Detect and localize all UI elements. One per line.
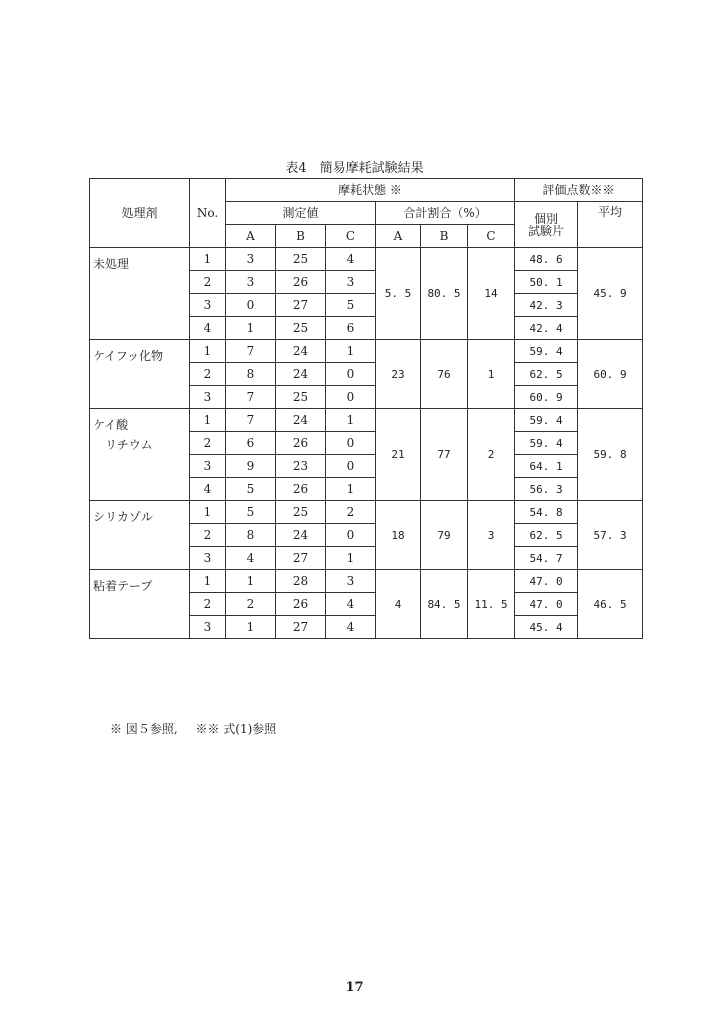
header-measured-c: C bbox=[326, 225, 376, 248]
measured-c: 1 bbox=[326, 340, 376, 363]
measured-c: 1 bbox=[326, 409, 376, 432]
header-ratio-a: A bbox=[376, 225, 421, 248]
header-individual-line2: 試験片 bbox=[528, 223, 565, 238]
individual-score: 47. 0 bbox=[515, 570, 578, 593]
ratio-c: 2 bbox=[468, 409, 515, 501]
measured-a: 8 bbox=[226, 524, 276, 547]
individual-score: 59. 4 bbox=[515, 409, 578, 432]
measured-a: 5 bbox=[226, 501, 276, 524]
table-caption: 表4 簡易摩耗試験結果 bbox=[285, 161, 424, 176]
agent-cell bbox=[90, 570, 190, 639]
measured-b: 28 bbox=[276, 570, 326, 593]
measured-a: 1 bbox=[226, 570, 276, 593]
individual-score: 50. 1 bbox=[515, 271, 578, 294]
measured-c: 0 bbox=[326, 455, 376, 478]
average-score: 57. 3 bbox=[578, 501, 643, 570]
measured-c: 3 bbox=[326, 271, 376, 294]
ratio-b: 79 bbox=[421, 501, 468, 570]
sample-no: 2 bbox=[190, 524, 226, 547]
ratio-c: 1 bbox=[468, 340, 515, 409]
measured-c: 5 bbox=[326, 294, 376, 317]
ratio-a: 18 bbox=[376, 501, 421, 570]
measured-a: 7 bbox=[226, 409, 276, 432]
individual-score: 45. 4 bbox=[515, 616, 578, 639]
sample-no: 1 bbox=[190, 501, 226, 524]
agent-name: ケイフッ化物 bbox=[93, 349, 163, 363]
measured-a: 1 bbox=[226, 317, 276, 340]
ratio-a: 4 bbox=[376, 570, 421, 639]
header-measured-a: A bbox=[226, 225, 276, 248]
sample-no: 3 bbox=[190, 386, 226, 409]
measured-b: 25 bbox=[276, 248, 326, 271]
footnotes bbox=[110, 720, 290, 737]
agent-cell bbox=[90, 501, 190, 570]
agent-name: ケイ酸 bbox=[93, 418, 129, 432]
measured-a: 3 bbox=[226, 271, 276, 294]
average-score: 46. 5 bbox=[578, 570, 643, 639]
sample-no: 4 bbox=[190, 317, 226, 340]
measured-a: 6 bbox=[226, 432, 276, 455]
measured-c: 1 bbox=[326, 547, 376, 570]
individual-score: 47. 0 bbox=[515, 593, 578, 616]
measured-b: 25 bbox=[276, 501, 326, 524]
agent-name: シリカゾル bbox=[93, 510, 153, 524]
measured-a: 1 bbox=[226, 616, 276, 639]
sample-no: 2 bbox=[190, 363, 226, 386]
sample-no: 3 bbox=[190, 547, 226, 570]
measured-b: 24 bbox=[276, 524, 326, 547]
ratio-b: 77 bbox=[421, 409, 468, 501]
sample-no: 1 bbox=[190, 340, 226, 363]
sample-no: 1 bbox=[190, 409, 226, 432]
ratio-a: 5. 5 bbox=[376, 248, 421, 340]
abrasion-results-table bbox=[89, 178, 643, 639]
table-row bbox=[90, 248, 643, 271]
measured-b: 26 bbox=[276, 271, 326, 294]
ratio-a: 23 bbox=[376, 340, 421, 409]
measured-b: 23 bbox=[276, 455, 326, 478]
sample-no: 4 bbox=[190, 478, 226, 501]
measured-a: 9 bbox=[226, 455, 276, 478]
header-agent: 処理剤 bbox=[90, 179, 190, 248]
header-row-1 bbox=[90, 179, 643, 202]
measured-b: 27 bbox=[276, 616, 326, 639]
measured-c: 4 bbox=[326, 248, 376, 271]
sample-no: 2 bbox=[190, 432, 226, 455]
measured-c: 4 bbox=[326, 616, 376, 639]
measured-b: 27 bbox=[276, 294, 326, 317]
ratio-b: 76 bbox=[421, 340, 468, 409]
individual-score: 54. 8 bbox=[515, 501, 578, 524]
header-score: 評価点数※※ bbox=[515, 179, 643, 202]
header-measured-b: B bbox=[276, 225, 326, 248]
agent-cell bbox=[90, 340, 190, 409]
measured-c: 0 bbox=[326, 432, 376, 455]
page-number: 17 bbox=[345, 980, 364, 995]
measured-a: 4 bbox=[226, 547, 276, 570]
ratio-c: 14 bbox=[468, 248, 515, 340]
sample-no: 3 bbox=[190, 294, 226, 317]
individual-score: 62. 5 bbox=[515, 524, 578, 547]
individual-score: 59. 4 bbox=[515, 432, 578, 455]
average-score: 60. 9 bbox=[578, 340, 643, 409]
measured-b: 24 bbox=[276, 340, 326, 363]
measured-a: 7 bbox=[226, 340, 276, 363]
individual-score: 42. 4 bbox=[515, 317, 578, 340]
table-row bbox=[90, 340, 643, 363]
measured-a: 5 bbox=[226, 478, 276, 501]
measured-c: 2 bbox=[326, 501, 376, 524]
header-individual bbox=[515, 202, 578, 248]
header-wear-state: 摩耗状態 ※ bbox=[226, 179, 515, 202]
agent-cell bbox=[90, 409, 190, 501]
header-measured: 測定値 bbox=[226, 202, 376, 225]
measured-b: 24 bbox=[276, 363, 326, 386]
agent-cell bbox=[90, 248, 190, 340]
average-score: 59. 8 bbox=[578, 409, 643, 501]
measured-c: 1 bbox=[326, 478, 376, 501]
individual-score: 59. 4 bbox=[515, 340, 578, 363]
footnote-1: ※ 図５参照, bbox=[110, 722, 178, 736]
header-ratio: 合計割合（%） bbox=[376, 202, 515, 225]
agent-name: 粘着テープ bbox=[93, 579, 153, 593]
agent-name: 未処理 bbox=[93, 257, 130, 271]
individual-score: 64. 1 bbox=[515, 455, 578, 478]
header-ratio-b: B bbox=[421, 225, 468, 248]
measured-b: 26 bbox=[276, 478, 326, 501]
measured-c: 0 bbox=[326, 363, 376, 386]
measured-b: 27 bbox=[276, 547, 326, 570]
individual-score: 60. 9 bbox=[515, 386, 578, 409]
measured-b: 25 bbox=[276, 317, 326, 340]
measured-a: 3 bbox=[226, 248, 276, 271]
measured-a: 2 bbox=[226, 593, 276, 616]
individual-score: 56. 3 bbox=[515, 478, 578, 501]
sample-no: 1 bbox=[190, 248, 226, 271]
measured-c: 0 bbox=[326, 386, 376, 409]
measured-b: 24 bbox=[276, 409, 326, 432]
header-average: 平均 bbox=[578, 202, 643, 248]
ratio-c: 11. 5 bbox=[468, 570, 515, 639]
header-no: No. bbox=[190, 179, 226, 248]
measured-c: 3 bbox=[326, 570, 376, 593]
sample-no: 3 bbox=[190, 455, 226, 478]
individual-score: 48. 6 bbox=[515, 248, 578, 271]
ratio-b: 84. 5 bbox=[421, 570, 468, 639]
measured-c: 6 bbox=[326, 317, 376, 340]
sample-no: 2 bbox=[190, 271, 226, 294]
agent-name: リチウム bbox=[105, 438, 153, 452]
table-row bbox=[90, 501, 643, 524]
individual-score: 54. 7 bbox=[515, 547, 578, 570]
footnote-2: ※※ 式(1)参照 bbox=[195, 722, 277, 736]
individual-score: 42. 3 bbox=[515, 294, 578, 317]
measured-a: 7 bbox=[226, 386, 276, 409]
measured-b: 25 bbox=[276, 386, 326, 409]
sample-no: 3 bbox=[190, 616, 226, 639]
measured-b: 26 bbox=[276, 593, 326, 616]
ratio-b: 80. 5 bbox=[421, 248, 468, 340]
measured-b: 26 bbox=[276, 432, 326, 455]
header-ratio-c: C bbox=[468, 225, 515, 248]
measured-c: 4 bbox=[326, 593, 376, 616]
individual-score: 62. 5 bbox=[515, 363, 578, 386]
ratio-a: 21 bbox=[376, 409, 421, 501]
table-row bbox=[90, 570, 643, 593]
ratio-c: 3 bbox=[468, 501, 515, 570]
sample-no: 2 bbox=[190, 593, 226, 616]
measured-a: 8 bbox=[226, 363, 276, 386]
table-row bbox=[90, 409, 643, 432]
header-individual-line1: 個別 bbox=[534, 211, 559, 226]
sample-no: 1 bbox=[190, 570, 226, 593]
average-score: 45. 9 bbox=[578, 248, 643, 340]
measured-a: 0 bbox=[226, 294, 276, 317]
measured-c: 0 bbox=[326, 524, 376, 547]
